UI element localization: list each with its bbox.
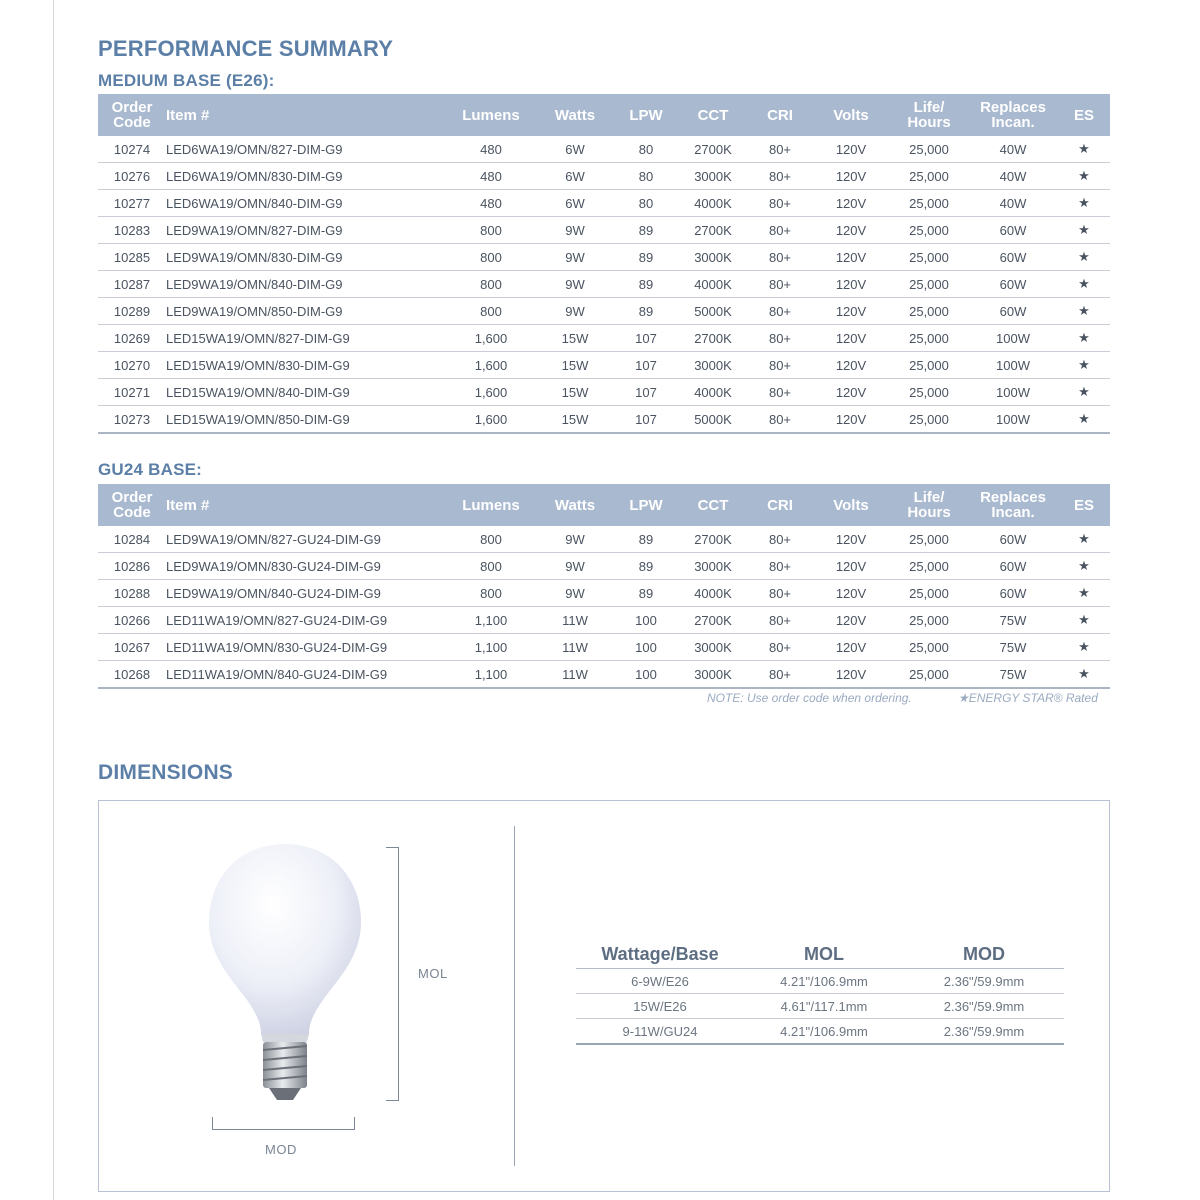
col-cct-cell: 2700K [678,526,748,553]
col-volts-cell: 120V [812,553,890,580]
col-order-code-cell: 10286 [98,553,166,580]
col-item-header: Item # [166,484,446,526]
col-volts-cell: 120V [812,406,890,434]
col-volts-cell: 120V [812,136,890,163]
table-row [98,526,1110,553]
col-lumens-cell: 1,600 [446,352,536,379]
col-volts-header: Volts [812,484,890,526]
table-cell: 15W/E26 [576,994,744,1019]
mol-dimension-bracket [386,847,399,1101]
col-watts-cell: 11W [536,661,614,689]
col-lpw-header: LPW [614,94,678,136]
col-volts-cell: 120V [812,634,890,661]
col-lumens-cell: 480 [446,163,536,190]
table-row [98,190,1110,217]
col-order-code-header: Order Code [98,484,166,526]
panel-divider [514,826,515,1166]
col-item-cell: LED6WA19/OMN/830-DIM-G9 [166,163,446,190]
col-lpw-cell: 89 [614,553,678,580]
col-item-cell: LED6WA19/OMN/827-DIM-G9 [166,136,446,163]
col-cri-cell: 80+ [748,271,812,298]
light-bulb-illustration [205,838,365,1108]
medium-base-table [98,94,1110,434]
col-cct-cell: 5000K [678,406,748,434]
col-cct-cell: 3000K [678,244,748,271]
col-lpw-cell: 100 [614,634,678,661]
col-life-hours-cell: 25,000 [890,136,968,163]
col-lpw-cell: 100 [614,661,678,689]
table-row [98,244,1110,271]
col-item-cell: LED9WA19/OMN/850-DIM-G9 [166,298,446,325]
col-header-mol: MOL [744,940,904,969]
col-cri-cell: 80+ [748,526,812,553]
col-volts-cell: 120V [812,526,890,553]
col-lpw-cell: 100 [614,607,678,634]
mod-dimension-bracket [212,1117,355,1130]
medium-base-title: MEDIUM BASE (E26): [98,71,275,90]
col-order-code-cell: 10269 [98,325,166,352]
col-cri-cell: 80+ [748,190,812,217]
col-lumens-cell: 800 [446,217,536,244]
col-replaces-incan-cell: 75W [968,634,1058,661]
col-life-hours-header: Life/ Hours [890,484,968,526]
table-row [98,163,1110,190]
col-life-hours-cell: 25,000 [890,607,968,634]
energy-star-icon: ★ [1058,163,1110,190]
col-lpw-cell: 107 [614,325,678,352]
col-volts-cell: 120V [812,352,890,379]
col-order-code-cell: 10273 [98,406,166,434]
col-volts-cell: 120V [812,298,890,325]
col-replaces-incan-cell: 75W [968,607,1058,634]
col-lumens-cell: 800 [446,580,536,607]
col-replaces-incan-cell: 60W [968,244,1058,271]
col-replaces-incan-header: Replaces Incan. [968,94,1058,136]
col-cct-cell: 3000K [678,352,748,379]
table-cell: 9-11W/GU24 [576,1019,744,1045]
col-watts-cell: 9W [536,526,614,553]
col-order-code-cell: 10267 [98,634,166,661]
col-order-code-cell: 10271 [98,379,166,406]
col-volts-cell: 120V [812,325,890,352]
col-lpw-cell: 89 [614,298,678,325]
col-lpw-cell: 89 [614,580,678,607]
col-lumens-header: Lumens [446,484,536,526]
col-order-code-cell: 10288 [98,580,166,607]
energy-star-icon: ★ [1058,244,1110,271]
energy-star-icon: ★ [1058,190,1110,217]
col-lumens-cell: 800 [446,244,536,271]
col-cri-cell: 80+ [748,298,812,325]
col-replaces-incan-header: Replaces Incan. [968,484,1058,526]
col-cri-cell: 80+ [748,136,812,163]
col-cri-cell: 80+ [748,379,812,406]
col-cct-cell: 2700K [678,607,748,634]
col-life-hours-cell: 25,000 [890,661,968,689]
col-item-cell: LED15WA19/OMN/827-DIM-G9 [166,325,446,352]
col-lumens-cell: 1,100 [446,634,536,661]
col-item-cell: LED9WA19/OMN/827-GU24-DIM-G9 [166,526,446,553]
col-watts-cell: 6W [536,136,614,163]
col-cri-cell: 80+ [748,217,812,244]
col-life-hours-cell: 25,000 [890,580,968,607]
table-row [576,1019,1064,1045]
col-replaces-incan-cell: 100W [968,379,1058,406]
col-cri-cell: 80+ [748,352,812,379]
col-cct-cell: 3000K [678,163,748,190]
col-lpw-cell: 89 [614,271,678,298]
col-lumens-cell: 1,600 [446,379,536,406]
col-cri-cell: 80+ [748,607,812,634]
table-row [98,580,1110,607]
col-lumens-cell: 800 [446,298,536,325]
table-header-row [98,484,1110,526]
col-cct-cell: 4000K [678,271,748,298]
col-volts-cell: 120V [812,271,890,298]
col-item-cell: LED11WA19/OMN/827-GU24-DIM-G9 [166,607,446,634]
col-volts-header: Volts [812,94,890,136]
col-watts-cell: 11W [536,634,614,661]
col-cct-cell: 2700K [678,217,748,244]
dimensions-header-row [576,940,1064,969]
col-order-code-cell: 10276 [98,163,166,190]
energy-star-icon: ★ [1058,298,1110,325]
col-replaces-incan-cell: 40W [968,190,1058,217]
energy-star-icon: ★ [1058,406,1110,434]
table-row [98,553,1110,580]
table-cell: 2.36"/59.9mm [904,994,1064,1019]
col-replaces-incan-cell: 100W [968,406,1058,434]
col-lpw-cell: 80 [614,163,678,190]
col-watts-header: Watts [536,484,614,526]
col-replaces-incan-cell: 40W [968,163,1058,190]
col-cri-cell: 80+ [748,406,812,434]
col-lpw-cell: 80 [614,136,678,163]
col-life-hours-cell: 25,000 [890,379,968,406]
col-order-code-cell: 10274 [98,136,166,163]
col-item-cell: LED9WA19/OMN/840-DIM-G9 [166,271,446,298]
col-watts-cell: 9W [536,271,614,298]
col-item-cell: LED15WA19/OMN/830-DIM-G9 [166,352,446,379]
col-lumens-cell: 1,100 [446,661,536,689]
col-lumens-cell: 1,100 [446,607,536,634]
col-watts-cell: 11W [536,607,614,634]
col-es-header: ES [1058,484,1110,526]
col-lumens-cell: 800 [446,526,536,553]
col-order-code-cell: 10268 [98,661,166,689]
col-volts-cell: 120V [812,217,890,244]
col-watts-cell: 9W [536,298,614,325]
col-lpw-cell: 80 [614,190,678,217]
col-cct-header: CCT [678,94,748,136]
col-replaces-incan-cell: 75W [968,661,1058,689]
col-volts-cell: 120V [812,661,890,689]
col-life-hours-cell: 25,000 [890,217,968,244]
col-item-cell: LED15WA19/OMN/850-DIM-G9 [166,406,446,434]
col-cct-cell: 4000K [678,580,748,607]
table-row [98,379,1110,406]
col-life-hours-cell: 25,000 [890,634,968,661]
energy-star-icon: ★ [1058,607,1110,634]
col-order-code-cell: 10285 [98,244,166,271]
energy-star-icon: ★ [1058,580,1110,607]
col-life-hours-cell: 25,000 [890,526,968,553]
energy-star-icon: ★ [1058,217,1110,244]
col-item-cell: LED9WA19/OMN/830-GU24-DIM-G9 [166,553,446,580]
col-life-hours-cell: 25,000 [890,406,968,434]
col-watts-cell: 15W [536,325,614,352]
col-replaces-incan-cell: 40W [968,136,1058,163]
col-volts-cell: 120V [812,607,890,634]
col-item-cell: LED11WA19/OMN/840-GU24-DIM-G9 [166,661,446,689]
performance-summary-title: PERFORMANCE SUMMARY [98,36,394,61]
table-row [576,969,1064,994]
col-item-cell: LED9WA19/OMN/827-DIM-G9 [166,217,446,244]
col-replaces-incan-cell: 60W [968,217,1058,244]
col-cri-header: CRI [748,484,812,526]
mol-label: MOL [418,966,448,981]
col-lpw-cell: 89 [614,217,678,244]
col-watts-cell: 15W [536,379,614,406]
col-cct-cell: 3000K [678,553,748,580]
energy-star-icon: ★ [1058,379,1110,406]
col-life-hours-header: Life/ Hours [890,94,968,136]
energy-star-icon: ★ [1058,352,1110,379]
col-life-hours-cell: 25,000 [890,352,968,379]
col-order-code-cell: 10284 [98,526,166,553]
col-replaces-incan-cell: 60W [968,553,1058,580]
col-lpw-cell: 89 [614,244,678,271]
col-item-cell: LED11WA19/OMN/830-GU24-DIM-G9 [166,634,446,661]
col-lpw-header: LPW [614,484,678,526]
col-replaces-incan-cell: 60W [968,526,1058,553]
col-lumens-cell: 800 [446,271,536,298]
col-life-hours-cell: 25,000 [890,325,968,352]
col-watts-cell: 9W [536,244,614,271]
col-lpw-cell: 89 [614,526,678,553]
col-item-cell: LED15WA19/OMN/840-DIM-G9 [166,379,446,406]
col-lumens-cell: 1,600 [446,325,536,352]
page-edge-line [53,0,54,1200]
col-volts-cell: 120V [812,163,890,190]
col-cri-cell: 80+ [748,553,812,580]
col-order-code-cell: 10283 [98,217,166,244]
col-life-hours-cell: 25,000 [890,244,968,271]
col-cri-header: CRI [748,94,812,136]
col-cct-cell: 5000K [678,298,748,325]
col-replaces-incan-cell: 60W [968,298,1058,325]
col-lumens-header: Lumens [446,94,536,136]
dimensions-table [576,940,1064,1045]
dimensions-title: DIMENSIONS [98,761,234,784]
col-item-cell: LED9WA19/OMN/830-DIM-G9 [166,244,446,271]
col-life-hours-cell: 25,000 [890,163,968,190]
col-watts-cell: 6W [536,190,614,217]
col-life-hours-cell: 25,000 [890,271,968,298]
col-volts-cell: 120V [812,580,890,607]
col-lpw-cell: 107 [614,379,678,406]
col-cct-cell: 3000K [678,634,748,661]
col-order-code-cell: 10270 [98,352,166,379]
gu24-base-title: GU24 BASE: [98,460,203,479]
table-cell: 2.36"/59.9mm [904,1019,1064,1045]
table-row [98,406,1110,434]
col-volts-cell: 120V [812,379,890,406]
col-watts-header: Watts [536,94,614,136]
energy-star-icon: ★ [1058,526,1110,553]
table-row [98,136,1110,163]
col-cct-cell: 3000K [678,661,748,689]
col-watts-cell: 15W [536,352,614,379]
table-row [98,298,1110,325]
col-watts-cell: 15W [536,406,614,434]
order-code-note: NOTE: Use order code when ordering. [707,691,912,705]
col-cri-cell: 80+ [748,661,812,689]
table-cell: 6-9W/E26 [576,969,744,994]
col-item-header: Item # [166,94,446,136]
col-replaces-incan-cell: 100W [968,352,1058,379]
table-cell: 2.36"/59.9mm [904,969,1064,994]
col-es-header: ES [1058,94,1110,136]
col-order-code-cell: 10289 [98,298,166,325]
col-lumens-cell: 480 [446,136,536,163]
col-cri-cell: 80+ [748,244,812,271]
col-life-hours-cell: 25,000 [890,553,968,580]
col-cct-cell: 4000K [678,190,748,217]
table-row [98,352,1110,379]
col-life-hours-cell: 25,000 [890,298,968,325]
col-item-cell: LED6WA19/OMN/840-DIM-G9 [166,190,446,217]
table-row [576,994,1064,1019]
energy-star-note: ★ENERGY STAR® Rated [958,691,1098,705]
table-cell: 4.21"/106.9mm [744,969,904,994]
mod-label: MOD [265,1142,297,1157]
col-replaces-incan-cell: 60W [968,271,1058,298]
col-lpw-cell: 107 [614,406,678,434]
col-watts-cell: 9W [536,217,614,244]
col-order-code-cell: 10266 [98,607,166,634]
gu24-base-table [98,484,1110,689]
col-cri-cell: 80+ [748,163,812,190]
table-cell: 4.21"/106.9mm [744,1019,904,1045]
col-cri-cell: 80+ [748,634,812,661]
col-watts-cell: 6W [536,163,614,190]
energy-star-icon: ★ [1058,136,1110,163]
col-header-mod: MOD [904,940,1064,969]
col-order-code-cell: 10277 [98,190,166,217]
col-cri-cell: 80+ [748,325,812,352]
energy-star-icon: ★ [1058,634,1110,661]
table-row [98,271,1110,298]
col-life-hours-cell: 25,000 [890,190,968,217]
table-row [98,325,1110,352]
col-lumens-cell: 480 [446,190,536,217]
col-item-cell: LED9WA19/OMN/840-GU24-DIM-G9 [166,580,446,607]
col-replaces-incan-cell: 100W [968,325,1058,352]
col-order-code-header: Order Code [98,94,166,136]
col-watts-cell: 9W [536,553,614,580]
col-cct-cell: 2700K [678,325,748,352]
col-volts-cell: 120V [812,190,890,217]
energy-star-icon: ★ [1058,271,1110,298]
col-cct-header: CCT [678,484,748,526]
energy-star-icon: ★ [1058,553,1110,580]
energy-star-icon: ★ [1058,325,1110,352]
col-lumens-cell: 800 [446,553,536,580]
col-order-code-cell: 10287 [98,271,166,298]
table-row [98,661,1110,689]
col-lpw-cell: 107 [614,352,678,379]
col-cri-cell: 80+ [748,580,812,607]
col-cct-cell: 2700K [678,136,748,163]
table-cell: 4.61"/117.1mm [744,994,904,1019]
col-volts-cell: 120V [812,244,890,271]
energy-star-icon: ★ [1058,661,1110,689]
table-row [98,634,1110,661]
table-row [98,607,1110,634]
table-header-row [98,94,1110,136]
col-replaces-incan-cell: 60W [968,580,1058,607]
col-header-wattage-base: Wattage/Base [576,940,744,969]
table-row [98,217,1110,244]
col-watts-cell: 9W [536,580,614,607]
col-lumens-cell: 1,600 [446,406,536,434]
col-cct-cell: 4000K [678,379,748,406]
